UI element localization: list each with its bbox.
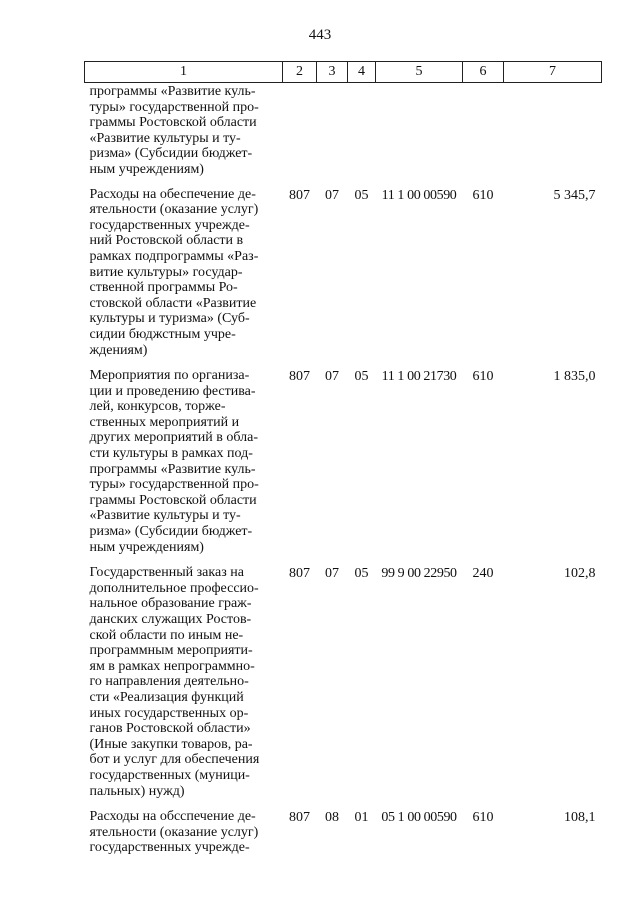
section-code: 08: [325, 810, 339, 826]
expense-type-code: 610: [472, 369, 494, 385]
column-header-3: 3: [317, 62, 348, 83]
budget-table: [84, 61, 602, 863]
target-item-code: 99 9 00 22950: [381, 566, 457, 582]
section-code: 07: [325, 566, 339, 582]
ministry-code: 807: [289, 369, 310, 385]
section-code: 07: [325, 187, 339, 203]
section-code: 07: [325, 369, 339, 385]
column-header-1: 1: [85, 62, 283, 83]
amount-value: 108,1: [564, 810, 596, 826]
row-description: Государственный заказ на дополнительное профессио- нальное образование граж- данских служащих Ростов- ской области по иным не- программным мероприяти- ям в рамках непрограммно- го направления деятельно- сти «Реализация функций иных государственных ор- ганов Ростовской области» (Иные закупки товаров, ра- бот и услуг для обеспечения государственных (муници- пальных) нужд): [89, 565, 260, 799]
table-header: [85, 62, 602, 83]
amount-value: 102,8: [564, 566, 596, 582]
target-item-code: 11 1 00 21730: [381, 369, 457, 385]
expense-type-code: 240: [472, 566, 494, 582]
table-row: [85, 184, 602, 366]
ministry-code: 807: [289, 566, 310, 582]
ministry-code: 807: [289, 187, 310, 203]
page-number: 443: [308, 27, 332, 43]
column-header-6: 6: [463, 62, 504, 83]
amount-value: 5 345,7: [553, 187, 596, 203]
table-row: [85, 562, 602, 806]
continuation-description: программы «Развитие куль- туры» государственной про- граммы Ростовской области «Развитие культуры и ту- ризма» (Субсидии бюджет- ным учреждениям): [89, 84, 259, 177]
target-item-code: 05 1 00 00590: [381, 810, 457, 826]
subsection-code: 05: [354, 566, 369, 582]
row-description: Расходы на обеспечение де- ятельности (оказание услуг) государственных учрежде- ний Ростовской области в рамках подпрограммы «Раз- витие культуры» государ- ственной программы Ро- стовской области «Развитие культуры и туризма» (Суб- сидии бюджстным учре- ждениям): [89, 186, 259, 358]
column-header-2: 2: [283, 62, 317, 83]
column-header-7: 7: [504, 62, 602, 83]
expense-type-code: 610: [472, 810, 494, 826]
subsection-code: 05: [354, 369, 369, 385]
row-description: Мероприятия по организа- ции и проведению фестива- лей, конкурсов, торже- ственных мероприятий и других мероприятий в обла- сти культуры в рамках под- программы «Развитие куль- туры» государственной про- граммы Ростовской области «Развитие культуры и ту- ризма» (Субсидии бюджет- ным учреждениям): [89, 368, 259, 555]
row-description: Расходы на обсспечение де- ятельности (оказание услуг) государственных учрежде-: [89, 809, 259, 856]
expense-type-code: 610: [472, 187, 494, 203]
column-header-5: 5: [376, 62, 463, 83]
table-row-continuation: [85, 83, 602, 184]
subsection-code: 05: [354, 187, 369, 203]
amount-value: 1 835,0: [553, 369, 596, 385]
table-row: [85, 365, 602, 562]
ministry-code: 807: [289, 810, 310, 826]
subsection-code: 01: [354, 810, 369, 826]
target-item-code: 11 1 00 00590: [381, 187, 457, 203]
table-row: [85, 806, 602, 863]
column-header-4: 4: [348, 62, 376, 83]
